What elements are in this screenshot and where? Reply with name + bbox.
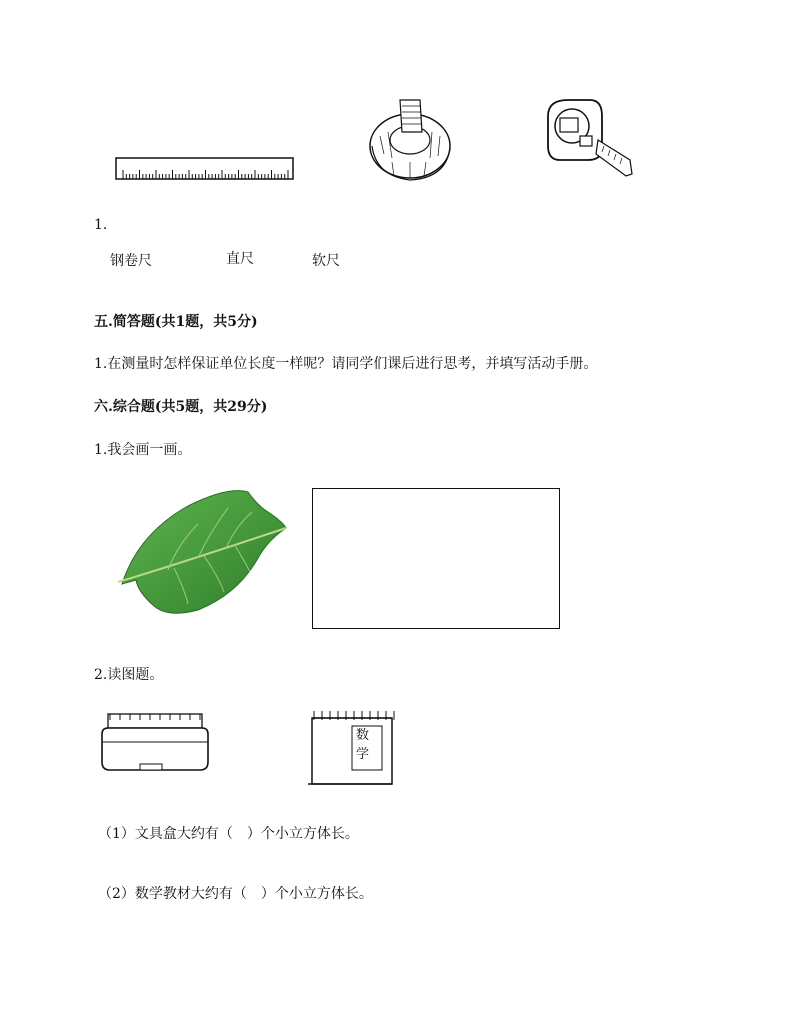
section6-question-2: 2.读图题。 bbox=[94, 667, 164, 683]
label-soft-ruler: 软尺 bbox=[312, 253, 340, 269]
book-title-label: 数学 bbox=[356, 728, 370, 762]
leaf-icon bbox=[118, 484, 293, 619]
label-steel-tape: 钢卷尺 bbox=[110, 253, 152, 269]
label-straight-ruler: 直尺 bbox=[226, 251, 254, 267]
section5-question-1: 1.在测量时怎样保证单位长度一样呢？请同学们课后进行思考，并填写活动手册。 bbox=[94, 356, 598, 372]
math-book-icon bbox=[306, 708, 401, 788]
sub-question-2: （2）数学教材大约有（ ）个小立方体长。 bbox=[98, 886, 373, 902]
sub-question-1: （1）文具盒大约有（ ）个小立方体长。 bbox=[98, 826, 359, 842]
section6-question-1: 1.我会画一画。 bbox=[94, 442, 192, 458]
question-number: 1. bbox=[94, 217, 108, 233]
section-heading-6: 六.综合题(共5题，共29分) bbox=[94, 399, 268, 415]
pencil-case-icon bbox=[100, 712, 210, 774]
soft-tape-measure-icon bbox=[362, 96, 462, 186]
section-heading-5: 五.简答题(共1题，共5分) bbox=[94, 314, 258, 330]
straight-ruler-icon bbox=[115, 157, 295, 183]
steel-tape-measure-icon bbox=[540, 96, 640, 186]
drawing-box[interactable] bbox=[312, 488, 560, 629]
